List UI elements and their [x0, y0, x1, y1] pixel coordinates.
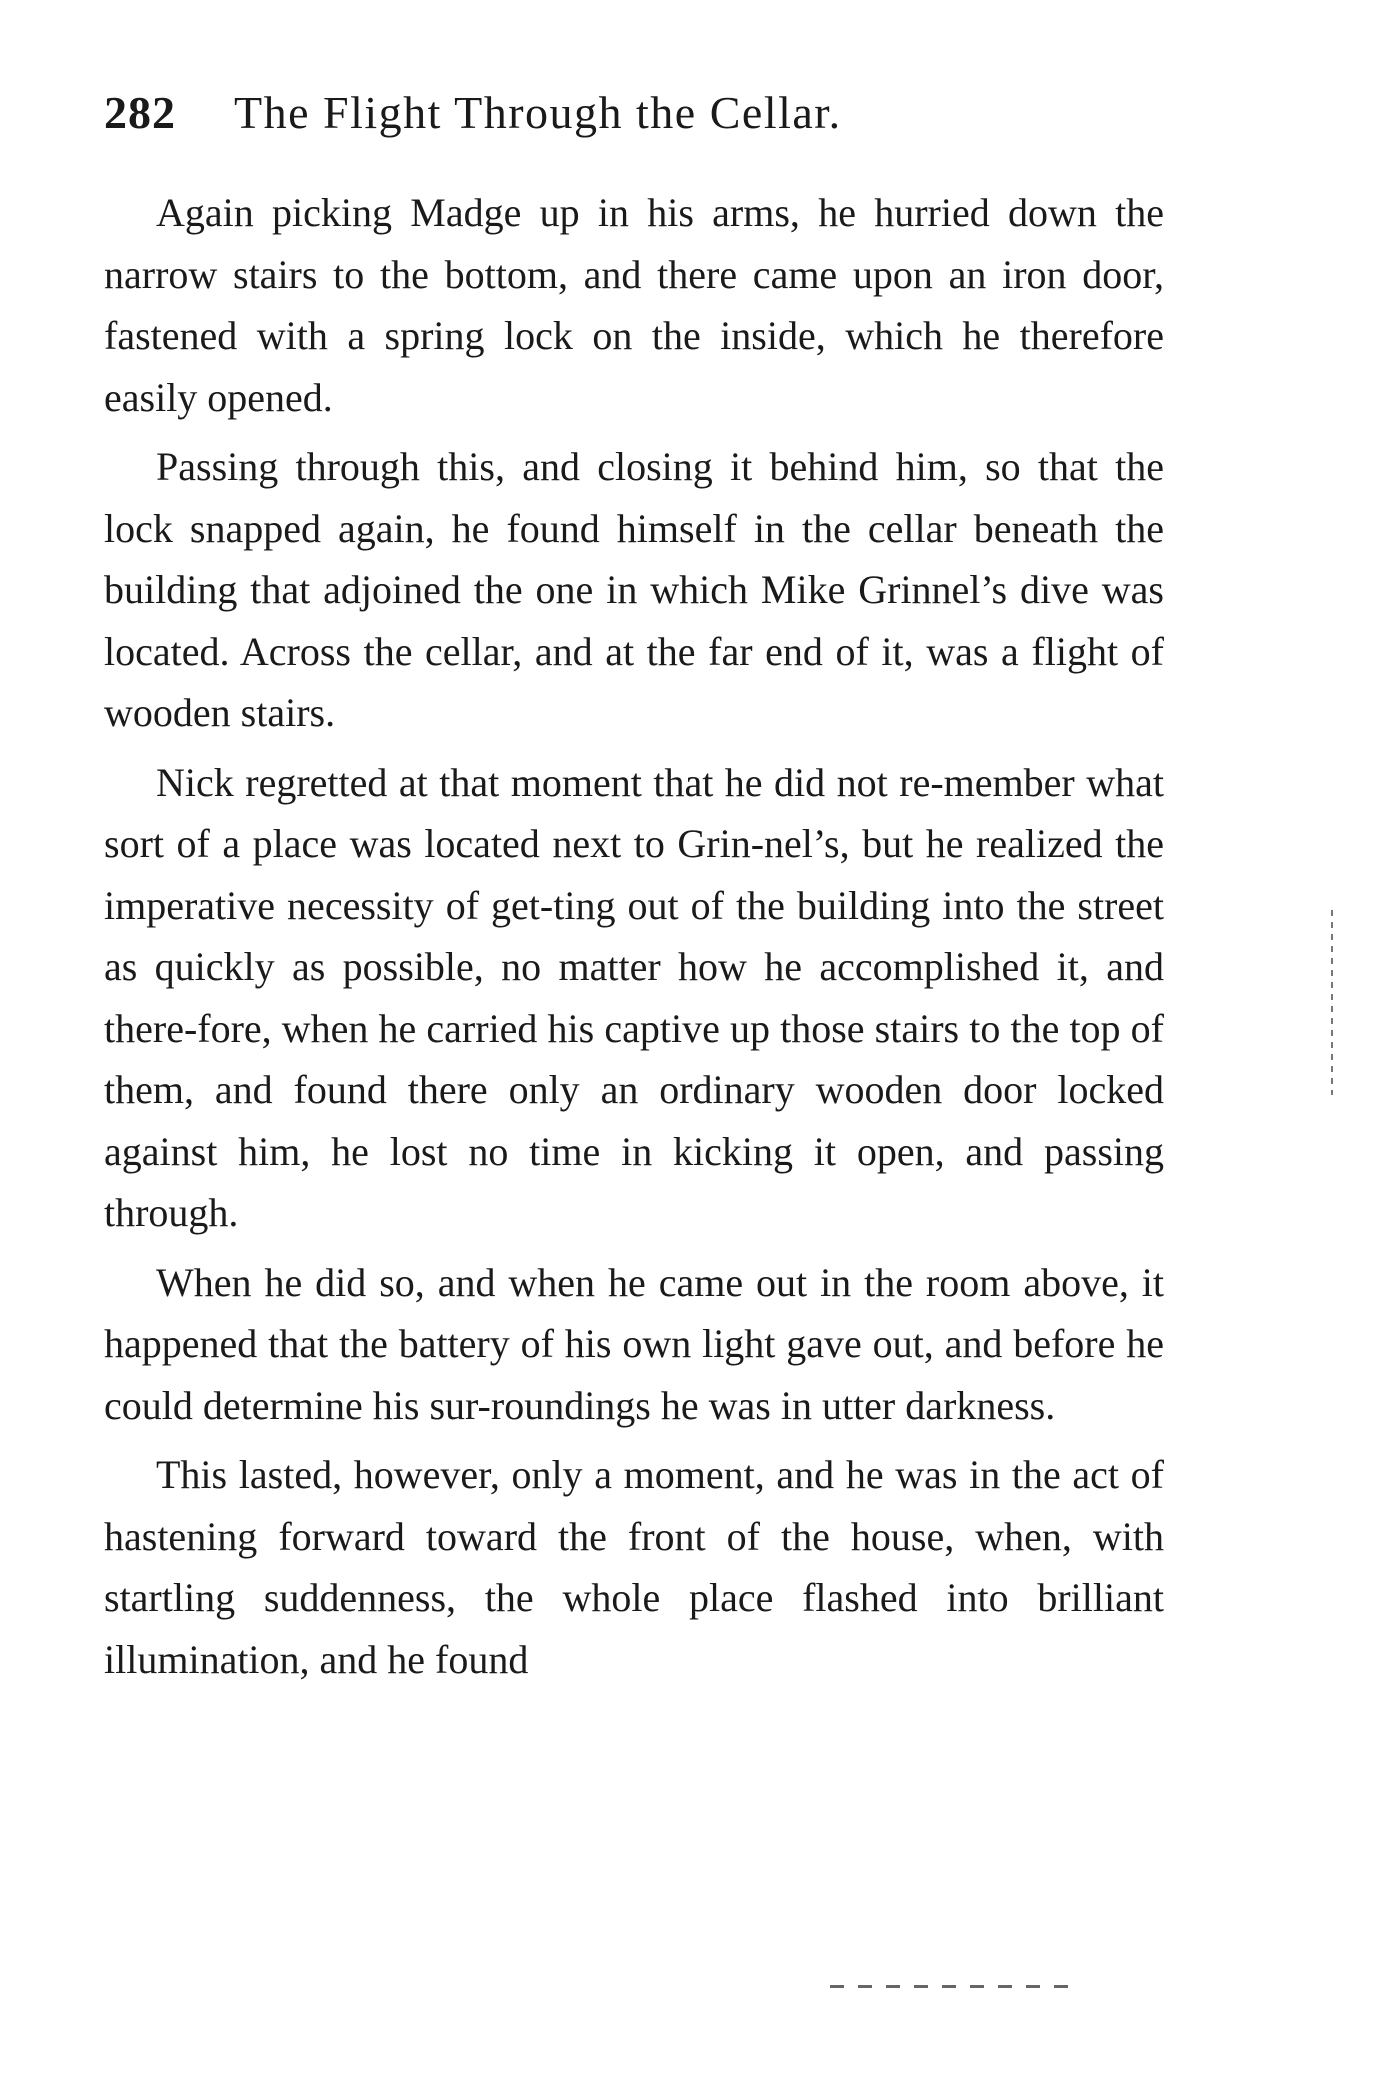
running-head — [104, 78, 1164, 148]
paragraph-3: Nick regretted at that moment that he did not re-member what sort of a place was located next to Grin-nel’s, but he realized the imperative necessity of get-ting out of the building into the street as quickly as possible, no matter how he accomplished it, and there-fore, when he carried his captive up those stairs to the top of them, and found there only an ordinary wooden door locked against him, he lost no time in kicking it open, and passing through. — [104, 759, 1164, 1235]
chapter-title: The Flight Through the Cellar. — [234, 87, 842, 138]
scan-margin-artifact — [1331, 910, 1333, 1095]
paragraph-1: Again picking Madge up in his arms, he hurried down the narrow stairs to the bottom, and there came upon an iron door, fastened with a spring lock on the inside, which he therefore easily opened. — [104, 190, 1164, 420]
paragraph-5: This lasted, however, only a moment, and he was in the act of hastening forward toward the front of the house, when, with startling suddenness, the whole place flashed into brilliant illumination, and he found — [104, 1452, 1164, 1682]
paragraph-2: Passing through this, and closing it behind him, so that the lock snapped again, he found himself in the cellar beneath the building that adjoined the one in which Mike Grinnel’s dive was located. Across the cellar, and at the far end of it, was a flight of wooden stairs. — [104, 444, 1164, 735]
paragraph-4: When he did so, and when he came out in the room above, it happened that the battery of his own light gave out, and before he could determine his sur-roundings he was in utter darkness. — [104, 1259, 1164, 1428]
page-number: 282 — [104, 87, 176, 138]
body-text — [104, 182, 1164, 1698]
scan-bottom-artifact — [830, 1985, 1080, 1988]
